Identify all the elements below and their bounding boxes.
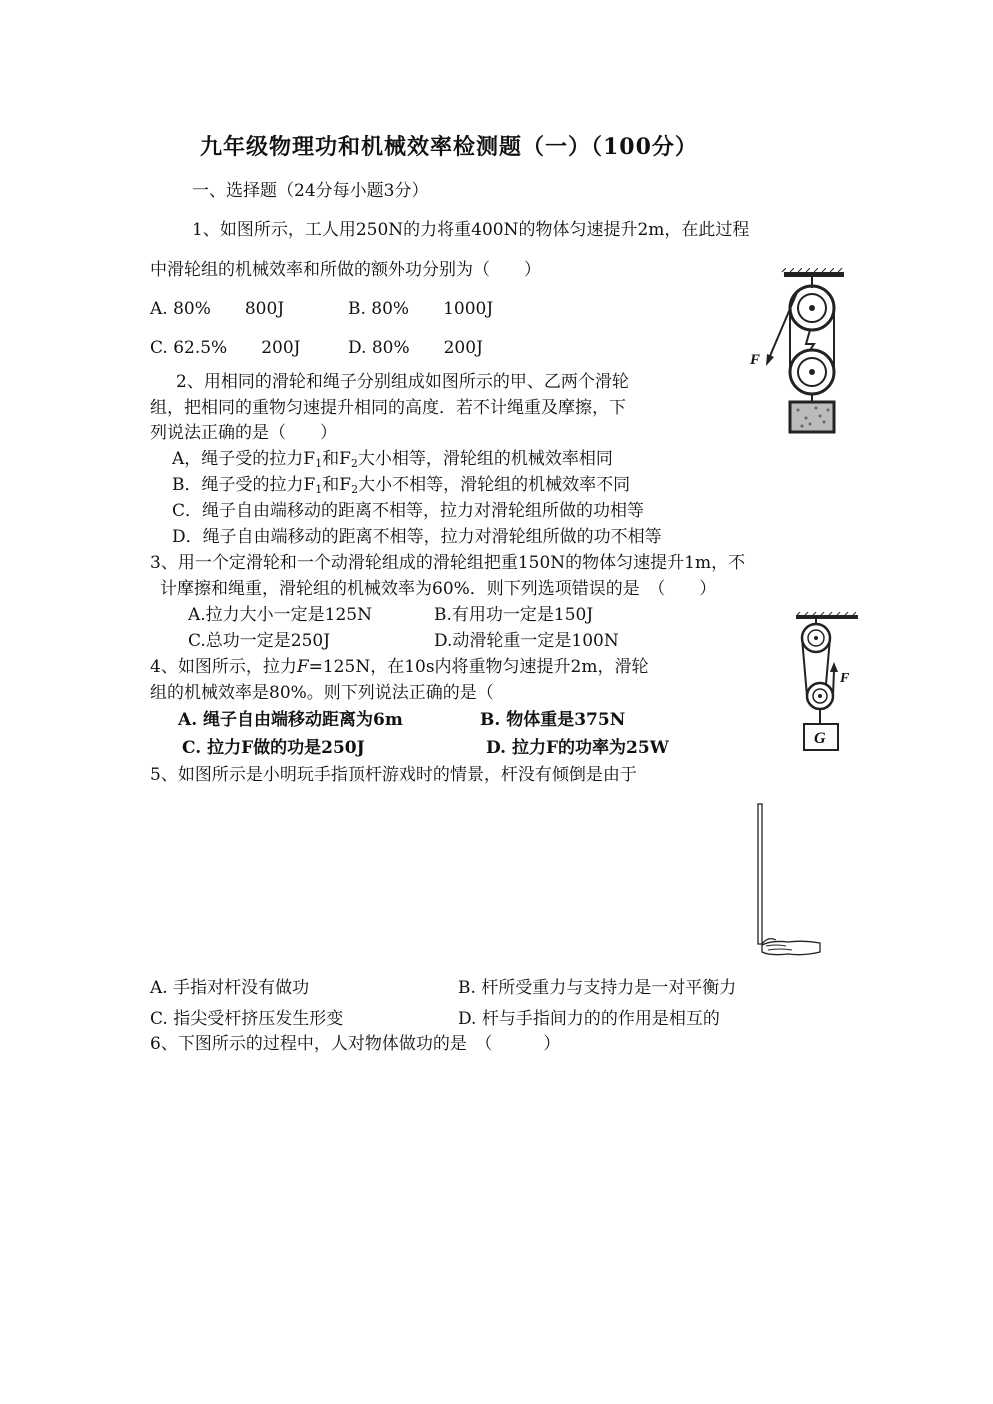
question-2-line-2: 组，把相同的重物匀速提升相同的高度．若不计绳重及摩擦，下 (150, 398, 626, 418)
question-3-line-2: 计摩擦和绳重，滑轮组的机械效率为60%．则下列选项错误的是 （ ） (160, 579, 717, 599)
question-5-option-b: B. 杆所受重力与支持力是一对平衡力 (458, 978, 737, 998)
question-2-option-d: D．绳子自由端移动的距离不相等，拉力对滑轮组所做的功不相等 (172, 527, 662, 547)
pulley-figure-q1 (748, 268, 858, 438)
question-4-option-b: B. 物体重是375N (480, 710, 626, 730)
question-3-option-c: C.总功一定是250J (188, 631, 331, 651)
question-5-option-d: D. 杆与手指间力的的作用是相互的 (458, 1009, 720, 1029)
question-2-option-a: A，绳子受的拉力$F_1$和$F_2$大小相等，滑轮组的机械效率相同 (172, 449, 613, 470)
section-heading-choice: 一、选择题（24分每小题3分） (192, 181, 429, 201)
question-1-line-1: 1、如图所示，工人用250N的力将重400N的物体匀速提升2m，在此过程 (192, 220, 750, 240)
question-5-option-c: C. 指尖受杆挤压发生形变 (150, 1009, 344, 1029)
question-4-line-2: 组的机械效率是80%。则下列说法正确的是（ (150, 683, 494, 703)
page-title: 九年级物理功和机械效率检测题（一）（100分） (200, 134, 698, 160)
question-1-option-a: A. 80% 800J (150, 299, 285, 319)
finger-pole-figure (752, 800, 827, 960)
question-3-option-b: B.有用功一定是150J (434, 605, 594, 625)
question-4-line-1: 4、如图所示，拉力F=125N，在10s内将重物匀速提升2m，滑轮 (150, 657, 649, 677)
question-4-option-c: C. 拉力F做的功是250J (182, 738, 365, 758)
question-3-option-d: D.动滑轮重一定是100N (434, 631, 619, 651)
question-2-line-1: 2、用相同的滑轮和绳子分别组成如图所示的甲、乙两个滑轮 (176, 372, 629, 392)
question-5-line-1: 5、如图所示是小明玩手指顶杆游戏时的情景，杆没有倾倒是由于 (150, 765, 637, 785)
question-4-option-d: D. 拉力F的功率为25W (486, 738, 669, 758)
question-3-option-a: A.拉力大小一定是125N (188, 605, 373, 625)
question-5-option-a: A. 手指对杆没有做功 (150, 978, 310, 998)
question-2-line-3: 列说法正确的是（ ） (150, 423, 337, 443)
question-3-line-1: 3、用一个定滑轮和一个动滑轮组成的滑轮组把重150N的物体匀速提升1m，不 (150, 553, 746, 573)
question-2-option-b: B．绳子受的拉力$F_1$和$F_2$大小不相等，滑轮组的机械效率不同 (172, 475, 631, 496)
question-6-line-1: 6、下图所示的过程中，人对物体做功的是 （ ） (150, 1034, 561, 1054)
weight-label-g: G (814, 730, 826, 747)
question-1-option-d: D. 80% 200J (348, 338, 483, 358)
question-1-option-b: B. 80% 1000J (348, 299, 494, 319)
question-2-option-c: C．绳子自由端移动的距离不相等，拉力对滑轮组所做的功相等 (172, 501, 645, 521)
question-1-line-2: 中滑轮组的机械效率和所做的额外功分别为（ ） (150, 260, 541, 280)
force-label-f: F (750, 352, 761, 368)
pulley-figure-q4 (790, 612, 865, 754)
force-label-f: F (840, 671, 850, 686)
question-1-option-c: C. 62.5% 200J (150, 338, 301, 358)
question-4-option-a: A. 绳子自由端移动距离为6m (178, 710, 403, 730)
